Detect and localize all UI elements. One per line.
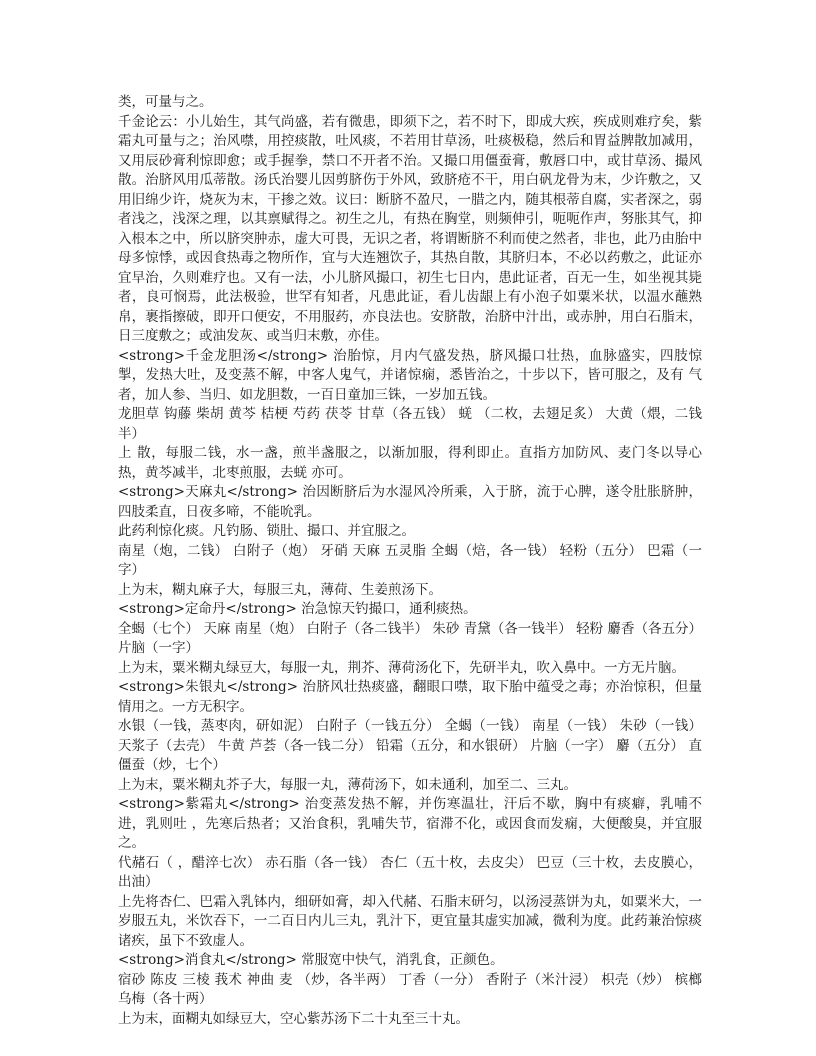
ingredients-paragraph: 南星（炮，二钱） 白附子（炮） 牙硝 天麻 五灵脂 全蝎（焙，各一钱） 轻粉（五分） 巴霜（一字） <box>118 542 702 578</box>
instructions-paragraph: 上为末，粟米糊丸绿豆大，每服一丸，荆芥、薄荷汤化下，先研半丸，吹入鼻中。一方无片脑。 <box>118 659 685 676</box>
recipe-heading-paragraph: <strong>千金龙胆汤</strong> 治胎惊，月内气盛发热，脐风撮口壮热，血脉盛实，四肢惊掣，发热大吐，及变蒸不解，中客人鬼气，并诸惊痫，悉皆治之，十步以下，皆可服之，及有 气者，加人参、当归、如龙胆数，一百日童加三铢，一岁加五钱。 <box>118 347 702 403</box>
recipe-heading-paragraph: <strong>消食丸</strong> 常服宽中快气，消乳食，正颜色。 <box>118 952 504 968</box>
recipe-heading-paragraph: <strong>天麻丸</strong> 治因断脐后为水湿风冷所乘，入于脐，流于心脾，遂令肚胀脐肿，四肢柔直，日夜多啼，不能吮乳。 <box>118 484 702 520</box>
instructions-paragraph: 上为末，粟米糊丸芥子大，每服一丸，薄荷汤下，如未通利，加至二、三丸。 <box>118 776 577 793</box>
instructions-paragraph: 上 散，每服二钱，水一盏，煎半盏服之，以渐加服，得利即止。直指方加防风、麦门冬以导心热，黄芩减半，北枣煎服，去蜣 亦可。 <box>118 445 702 481</box>
paragraph: 千金论云：小儿始生，其气尚盛，若有微患，即须下之，若不时下，即成大疾，疾成则难疗矣，紫霜丸可量与之；治风噤，用控痰散，吐风痰，不若用甘草汤，吐痰极稳，然后和胃益脾散加减用，又用辰砂膏利惊即愈；或手握拳，禁口不开者不治。又撮口用僵蚕膏，敷唇口中，或甘草汤、撮风散。治脐风用瓜蒂散。汤氏治婴儿因剪脐伤于外风，致脐疮不干，用白矾龙骨为末，少许敷之，又用旧绵少许，烧灰为末，干掺之效。议曰：断脐不盈尺，一腊之内，随其根蒂自腐，实者深之，弱者浅之，浅深之理，以其禀赋得之。初生之儿，有热在胸堂，则频伸引，呃呃作声，努胀其气，抑入根本之中，所以脐突肿赤，虚大可畏，无识之者，将谓断脐不利而使之然者，非也，此乃由胎中母多惊悸，或因食热毒之物所作，宜与大连翘饮子，其热自散，其脐归本，不必以药敷之，此证亦宜早治，久则难疗也。又有一法，小儿脐风撮口，初生七日内，患此证者，百无一生，如坐视其毙者，良可悯焉，此法极验，世罕有知者，凡患此证，看儿齿龈上有小泡子如粟米状，以温水蘸熟帛，裹指擦破，即开口便安，不用服药，亦良法也。安脐散，治脐中汁出，或赤肿，用白石脂末，日三度敷之；或油发灰、或当归末敷，亦佳。 <box>118 113 702 344</box>
instructions-paragraph: 上为末，面糊丸如绿豆大，空心紫苏汤下二十丸至三十丸。 <box>118 1010 469 1027</box>
recipe-heading-paragraph: <strong>紫霜丸</strong> 治变蒸发热不解，并伤寒温壮，汗后不歇，胸中有痰癖，乳哺不进，乳则吐 ，先寒后热者；又治食积，乳哺失节，宿滞不化，或因食而发痫，大便酸臭，并宜服之。 <box>118 796 702 851</box>
ingredients-paragraph: 龙胆草 钩藤 柴胡 黄芩 桔梗 芍药 茯苓 甘草（各五钱） 蜣 （二枚，去翅足炙） 大黄（煨，二钱半） <box>118 406 702 442</box>
recipe-heading-paragraph: <strong>定命丹</strong> 治急惊天钓撮口，通利痰热。 <box>118 601 477 617</box>
instructions-paragraph: 上先将杏仁、巴霜入乳钵内，细研如膏，却入代赭、石脂末研匀，以汤浸蒸饼为丸，如粟米大，一岁服五丸，米饮吞下，一二百日内儿三丸，乳汁下，更宜量其虚实加减，微利为度。此药兼治惊痰诸疾，虽下不致虚人。 <box>118 893 702 949</box>
ingredients-paragraph: 全蝎（七个） 天麻 南星（炮） 白附子（各二钱半） 朱砂 青黛（各一钱半） 轻粉 麝香（各五分） 片脑（一字） <box>118 620 702 656</box>
recipe-heading-paragraph: <strong>朱银丸</strong> 治脐风壮热痰盛，翻眼口噤，取下胎中蕴受之毒；亦治惊积，但量情用之。一方无积字。 <box>118 679 702 715</box>
instructions-paragraph: 上为末，糊丸麻子大，每服三丸，薄荷、生姜煎汤下。 <box>118 581 442 598</box>
document-page <box>118 93 702 1029</box>
ingredients-paragraph: 水银（一钱，蒸枣肉，研如泥） 白附子（一钱五分） 全蝎（一钱） 南星（一钱） 朱砂（一钱） 天浆子（去壳） 牛黄 芦荟（各一钱二分） 铅霜（五分，和水银研） 片脑（一字） 麝（五分） 直僵蚕（炒，七个） <box>118 718 702 773</box>
paragraph: 类，可量与之。 <box>118 94 213 110</box>
ingredients-paragraph: 代赭石（ ，醋淬七次） 赤石脂（各一钱） 杏仁（五十枚，去皮尖） 巴豆（三十枚，去皮膜心，出油） <box>118 854 702 890</box>
paragraph: 此药利惊化痰。凡钓肠、锁肚、撮口、并宜服之。 <box>118 523 415 539</box>
ingredients-paragraph: 宿砂 陈皮 三棱 莪术 神曲 麦 （炒，各半两） 丁香（一分） 香附子（米汁浸） 枳壳（炒） 槟榔 乌梅（各十两） <box>118 971 702 1007</box>
